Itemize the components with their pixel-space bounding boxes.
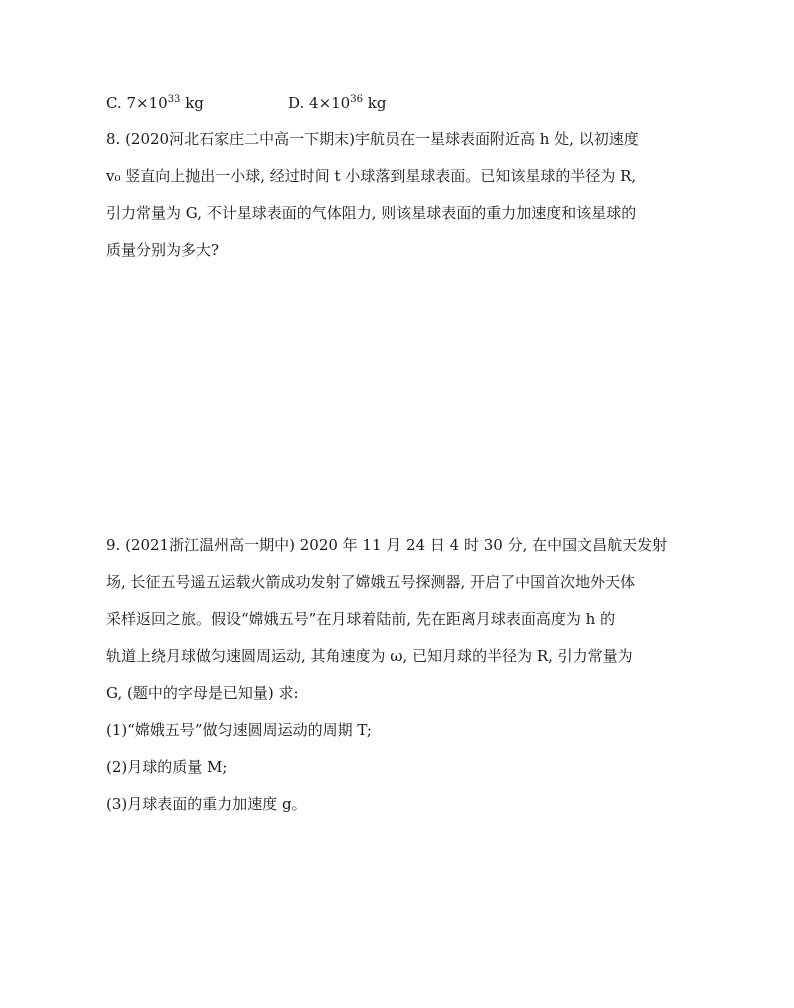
- question-9-line-4: 轨道上绕月球做匀速圆周运动, 其角速度为 ω, 已知月球的半径为 R, 引力常量为: [106, 647, 633, 665]
- question-9-line-1: 9. (2021浙江温州高一期中) 2020 年 11 月 24 日 4 时 30 分, 在中国文昌航天发射: [106, 536, 668, 554]
- option-d-unit: kg: [362, 94, 387, 112]
- question-8-line-1: 8. (2020河北石家庄二中高一下期末)宇航员在一星球表面附近高 h 处, 以初速度: [106, 130, 639, 148]
- option-d: [288, 93, 386, 113]
- question-8-line-3: 引力常量为 G, 不计星球表面的气体阻力, 则该星球表面的重力加速度和该星球的: [106, 204, 637, 222]
- option-d-prefix: D. 4×10: [288, 94, 351, 112]
- option-c-unit: kg: [180, 94, 204, 112]
- question-9-sub-2: (2)月球的质量 M;: [106, 758, 228, 776]
- option-d-exponent: 36: [350, 94, 363, 105]
- question-8-line-2: v₀ 竖直向上抛出一小球, 经过时间 t 小球落到星球表面。已知该星球的半径为 R,: [106, 167, 637, 185]
- option-c: [106, 93, 204, 113]
- question-9-line-5: G, (题中的字母是已知量) 求:: [106, 684, 299, 702]
- option-c-prefix: C. 7×10: [106, 94, 168, 112]
- question-8-line-4: 质量分别为多大?: [106, 241, 220, 259]
- question-9-line-2: 场, 长征五号遥五运载火箭成功发射了嫦娥五号探测器, 开启了中国首次地外天体: [106, 573, 636, 591]
- option-c-exponent: 33: [167, 94, 181, 105]
- question-9-sub-1: (1)“嫦娥五号”做匀速圆周运动的周期 T;: [106, 721, 372, 739]
- question-9-line-3: 采样返回之旅。假设“嫦娥五号”在月球着陆前, 先在距离月球表面高度为 h 的: [106, 610, 616, 628]
- question-9-sub-3: (3)月球表面的重力加速度 g。: [106, 795, 307, 813]
